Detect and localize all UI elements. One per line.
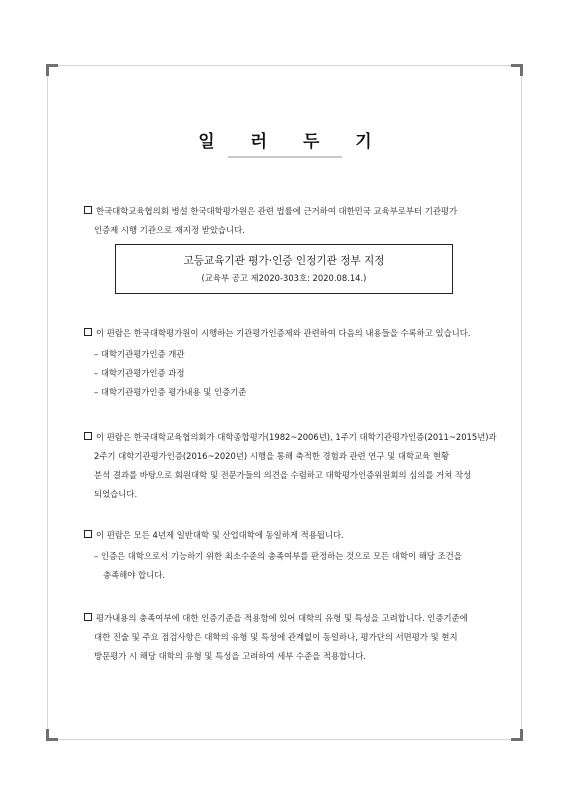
applicability-sub-text-1: – 인증은 대학으로서 기능하기 위한 최소수준의 충족여부를 판정하는 것으로 모든 대학이 해당 조건을	[94, 551, 462, 561]
contents-list	[94, 345, 504, 402]
history-line-1	[84, 428, 504, 447]
applicability-sub	[94, 547, 504, 585]
frame-corner-top-left	[46, 64, 58, 76]
history-text-2: 2주기 대학기관평가인증(2016~2020년) 시행을 통해 축적한 경험과 관련 연구 및 대학교육 현황	[94, 451, 450, 461]
evaluation-line-1	[84, 609, 504, 628]
intro-text-1: 한국대학교육협의회 병설 한국대학평가원은 관련 법률에 근거하여 대한민국 교육부로부터 기관평가	[96, 206, 458, 216]
designation-title: 고등교육기관 평가·인증 인정기관 정부 지정	[183, 255, 385, 267]
list-item: – 대학기관평가인증 평가내용 및 인증기준	[94, 387, 247, 397]
square-bullet-icon	[84, 432, 92, 440]
square-bullet-icon	[84, 613, 92, 621]
designation-notice: (교육부 공고 제2020-303호: 2020.08.14.)	[201, 273, 367, 283]
list-item: – 대학기관평가인증 개관	[94, 349, 185, 359]
applicability-paragraph	[84, 526, 504, 545]
frame-corner-top-right	[511, 64, 523, 76]
intro-line-1	[84, 202, 504, 221]
square-bullet-icon	[84, 530, 92, 538]
intro-text-2: 인증제 시행 기관으로 재지정 받았습니다.	[94, 225, 245, 235]
square-bullet-icon	[84, 206, 92, 214]
title-wrapper	[0, 131, 570, 153]
intro-paragraph	[84, 202, 504, 240]
evaluation-text-2: 대한 진술 및 주요 점검사항은 대학의 유형 및 특성에 관계없이 동일하나, 평가단의 서면평가 및 현지	[94, 632, 458, 642]
history-text-1: 이 편람은 한국대학교육협의회가 대학종합평가(1982~2006년), 1주기 대학기관평가인증(2011~2015년)과	[96, 432, 497, 442]
applicability-line-1	[84, 526, 504, 545]
applicability-text-1: 이 편람은 모든 4년제 일반대학 및 산업대학에 동일하게 적용됩니다.	[96, 530, 344, 540]
history-text-3: 분석 결과를 바탕으로 회원대학 및 전문가들의 의견을 수렴하고 대학평가인증위원회의 심의를 거쳐 작성	[94, 470, 472, 480]
applicability-sub-text-2: 충족해야 합니다.	[103, 570, 165, 580]
evaluation-text-3: 방문평가 시 해당 대학의 유형 및 특성을 고려하여 세부 수준을 적용합니다.	[94, 651, 366, 661]
list-item: – 대학기관평가인증 과정	[94, 368, 185, 378]
contents-text-1: 이 편람은 한국대학평가원이 시행하는 기관평가인증제와 관련하여 다음의 내용들을 수록하고 있습니다.	[96, 328, 471, 338]
title-underline	[228, 156, 342, 158]
frame-corner-bottom-right	[511, 729, 523, 741]
evaluation-paragraph	[84, 609, 504, 666]
frame-corner-bottom-left	[46, 729, 58, 741]
evaluation-text-1: 평가내용의 충족여부에 대한 인증기준을 적용함에 있어 대학의 유형 및 특성을 고려합니다. 인증기준에	[96, 613, 468, 623]
square-bullet-icon	[84, 328, 92, 336]
contents-line-1	[84, 324, 504, 343]
contents-paragraph	[84, 324, 504, 343]
page-title: 일 러 두 기	[198, 132, 387, 152]
history-paragraph	[84, 428, 504, 504]
designation-box	[115, 244, 453, 294]
history-text-4: 되었습니다.	[94, 489, 138, 499]
